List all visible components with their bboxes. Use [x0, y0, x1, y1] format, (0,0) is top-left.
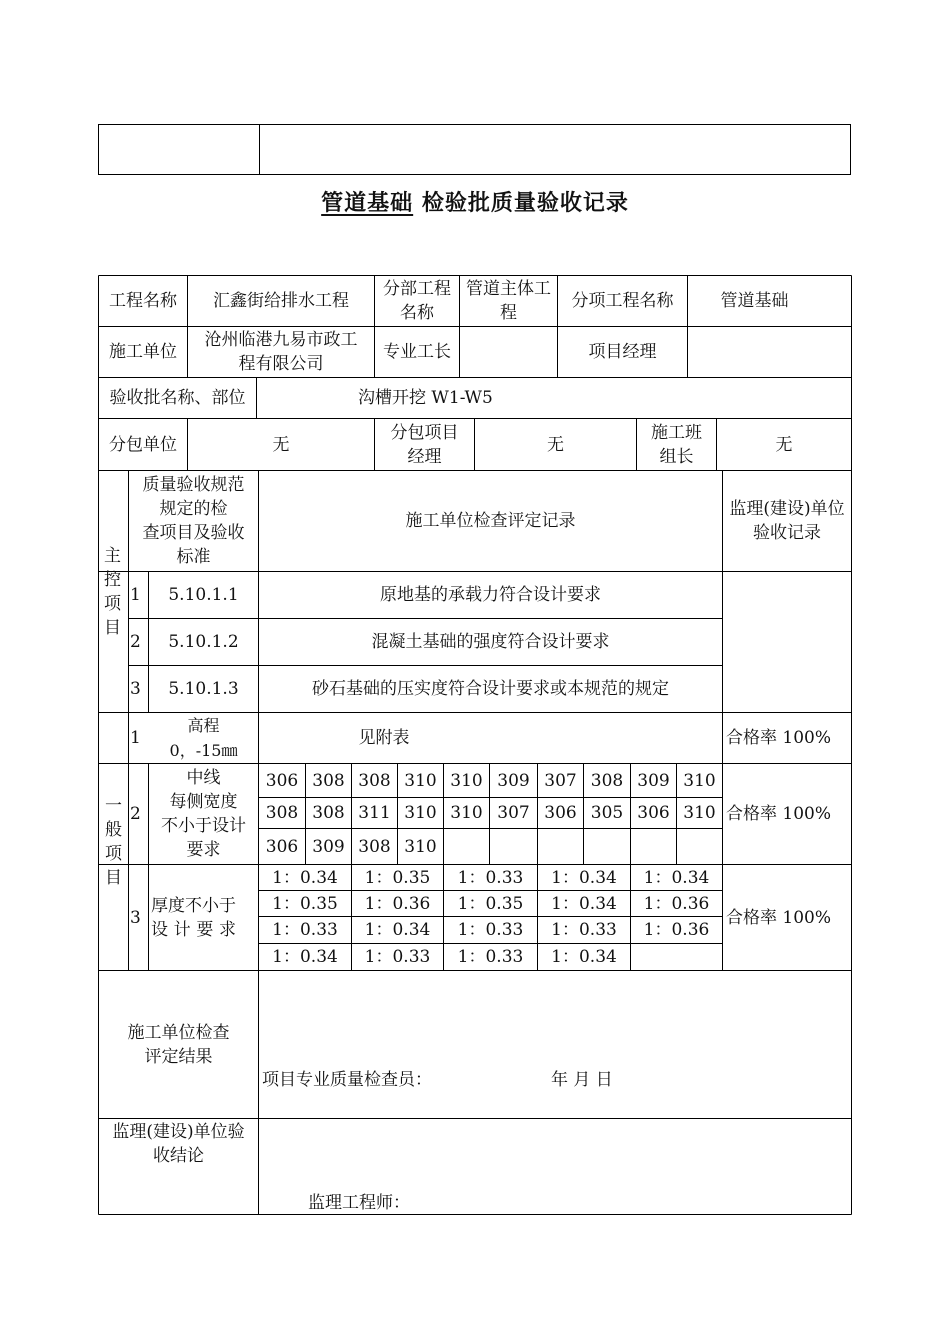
thickness-value: 1：0.35	[364, 867, 431, 888]
main-item-code: 5.10.1.1	[168, 585, 239, 605]
record-column-header: 施工单位检查评定记录	[405, 511, 576, 531]
thickness-value: 1：0.36	[643, 893, 710, 914]
thickness-result: 合格率 100%	[726, 907, 832, 928]
width-value: 308	[358, 770, 391, 791]
thickness-value: 1：0.33	[457, 867, 524, 888]
width-value: 308	[358, 836, 391, 857]
main-item-no: 2	[130, 632, 141, 652]
width-result: 合格率 100%	[726, 804, 832, 824]
width-value: 307	[544, 770, 577, 791]
width-value: 306	[544, 803, 577, 823]
pm-label: 项目经理	[588, 342, 657, 362]
width-label: 中线 每侧宽度 不小于设计 要求	[161, 768, 246, 860]
width-value	[538, 829, 583, 864]
inspection-date: 年 月 日	[551, 1070, 613, 1090]
thickness-value	[631, 944, 722, 970]
width-value: 308	[265, 803, 299, 823]
width-value: 310	[404, 770, 437, 791]
project-name-label: 工程名称	[109, 291, 177, 311]
batch: 沟槽开挖 W1-W5	[358, 388, 493, 408]
thickness-value: 1：0.33	[457, 920, 524, 940]
team-leader-label: 施工班 组长	[651, 422, 702, 467]
thickness-value: 1：0.34	[643, 867, 710, 888]
contractor-result-label: 施工单位检查 评定结果	[127, 1022, 230, 1067]
thickness-value: 1：0.34	[551, 867, 617, 888]
subcontractor: 无	[272, 434, 290, 455]
subcontractor-label: 分包单位	[109, 434, 177, 455]
width-value: 310	[683, 803, 716, 823]
item-project: 管道基础	[720, 291, 789, 311]
thickness-value: 1：0.33	[457, 947, 524, 967]
thickness-value: 1：0.34	[272, 867, 338, 888]
foreman-label: 专业工长	[383, 342, 451, 362]
width-value: 308	[312, 803, 345, 823]
main-control-label: 主 控 项 目	[104, 545, 123, 638]
main-item-text: 原地基的承载力符合设计要求	[380, 585, 601, 605]
project-name: 汇鑫街给排水工程	[213, 291, 349, 311]
width-value: 310	[404, 836, 437, 857]
general-label: 一 般 项 目	[105, 795, 122, 888]
thickness-value: 1：0.33	[272, 920, 338, 940]
width-value: 309	[637, 770, 670, 791]
thickness-value: 1：0.33	[364, 947, 431, 967]
sub-project-label: 分部工程 名称	[383, 279, 451, 323]
thickness-value: 1：0.36	[643, 920, 710, 940]
thickness-value: 1：0.34	[272, 947, 338, 967]
thickness-value: 1：0.35	[457, 893, 524, 914]
quality-inspector: 项目专业质量检查员：	[262, 1070, 432, 1090]
elevation-label: 高程 0，-15㎜	[169, 716, 238, 760]
team-leader: 无	[775, 434, 793, 455]
general-item-no: 1	[130, 728, 141, 748]
thickness-value: 1：0.33	[551, 920, 617, 940]
width-value: 309	[497, 770, 530, 791]
width-value: 308	[312, 770, 345, 791]
title-underlined: 管道基础	[321, 191, 414, 216]
width-value: 310	[450, 770, 483, 791]
sub-project: 管道主体工 程	[466, 279, 551, 323]
contractor: 沧州临港九易市政工 程有限公司	[204, 330, 358, 374]
thickness-value: 1：0.34	[551, 947, 617, 967]
sub-pm-label: 分包项目 经理	[390, 422, 459, 467]
thickness-value: 1：0.34	[364, 920, 431, 940]
width-value: 305	[590, 803, 624, 823]
width-value: 310	[404, 803, 437, 823]
thickness-label: 厚度不小于 设计要求	[151, 895, 236, 940]
supervision-column-header: 监理(建设)单位 验收记录	[729, 499, 845, 543]
main-item-text: 砂石基础的压实度符合设计要求或本规范的规定	[312, 679, 669, 699]
width-value	[631, 829, 676, 864]
main-item-text: 混凝土基础的强度符合设计要求	[371, 632, 610, 652]
width-value: 307	[497, 803, 530, 823]
width-value	[444, 829, 489, 864]
batch-label: 验收批名称、部位	[109, 388, 246, 408]
main-item-code: 5.10.1.2	[168, 632, 239, 652]
elevation-result: 合格率 100%	[726, 728, 832, 748]
item-project-label: 分项工程名称	[571, 291, 674, 311]
main-item-code: 5.10.1.3	[168, 679, 239, 699]
title-rest: 检验批质量验收记录	[413, 191, 629, 216]
width-value: 309	[312, 836, 345, 857]
contractor-label: 施工单位	[109, 342, 177, 362]
foreman	[460, 327, 557, 377]
thickness-value: 1：0.36	[364, 893, 431, 914]
width-value	[584, 829, 630, 864]
thickness-value: 1：0.34	[551, 893, 617, 914]
spec-column-header: 质量验收规范 规定的检 查项目及验收 标准	[142, 475, 245, 567]
general-item-no: 3	[130, 907, 141, 928]
width-value: 306	[265, 836, 299, 857]
general-item-no: 2	[130, 804, 141, 824]
sub-pm: 无	[547, 434, 564, 455]
pm	[688, 327, 851, 377]
width-value: 311	[358, 803, 391, 823]
width-value	[677, 829, 722, 864]
elevation-record: 见附表	[358, 728, 410, 748]
main-item-no: 1	[130, 585, 141, 605]
width-value: 306	[637, 803, 670, 823]
supervision-engineer: 监理工程师：	[308, 1193, 410, 1213]
width-value: 310	[683, 770, 716, 791]
main-item-no: 3	[130, 679, 141, 699]
supervision-conclusion-label: 监理(建设)单位验 收结论	[112, 1122, 245, 1166]
thickness-value: 1：0.35	[272, 893, 338, 914]
width-value: 310	[450, 803, 483, 823]
width-value	[490, 829, 537, 864]
width-value: 306	[265, 770, 299, 791]
width-value: 308	[590, 770, 624, 791]
